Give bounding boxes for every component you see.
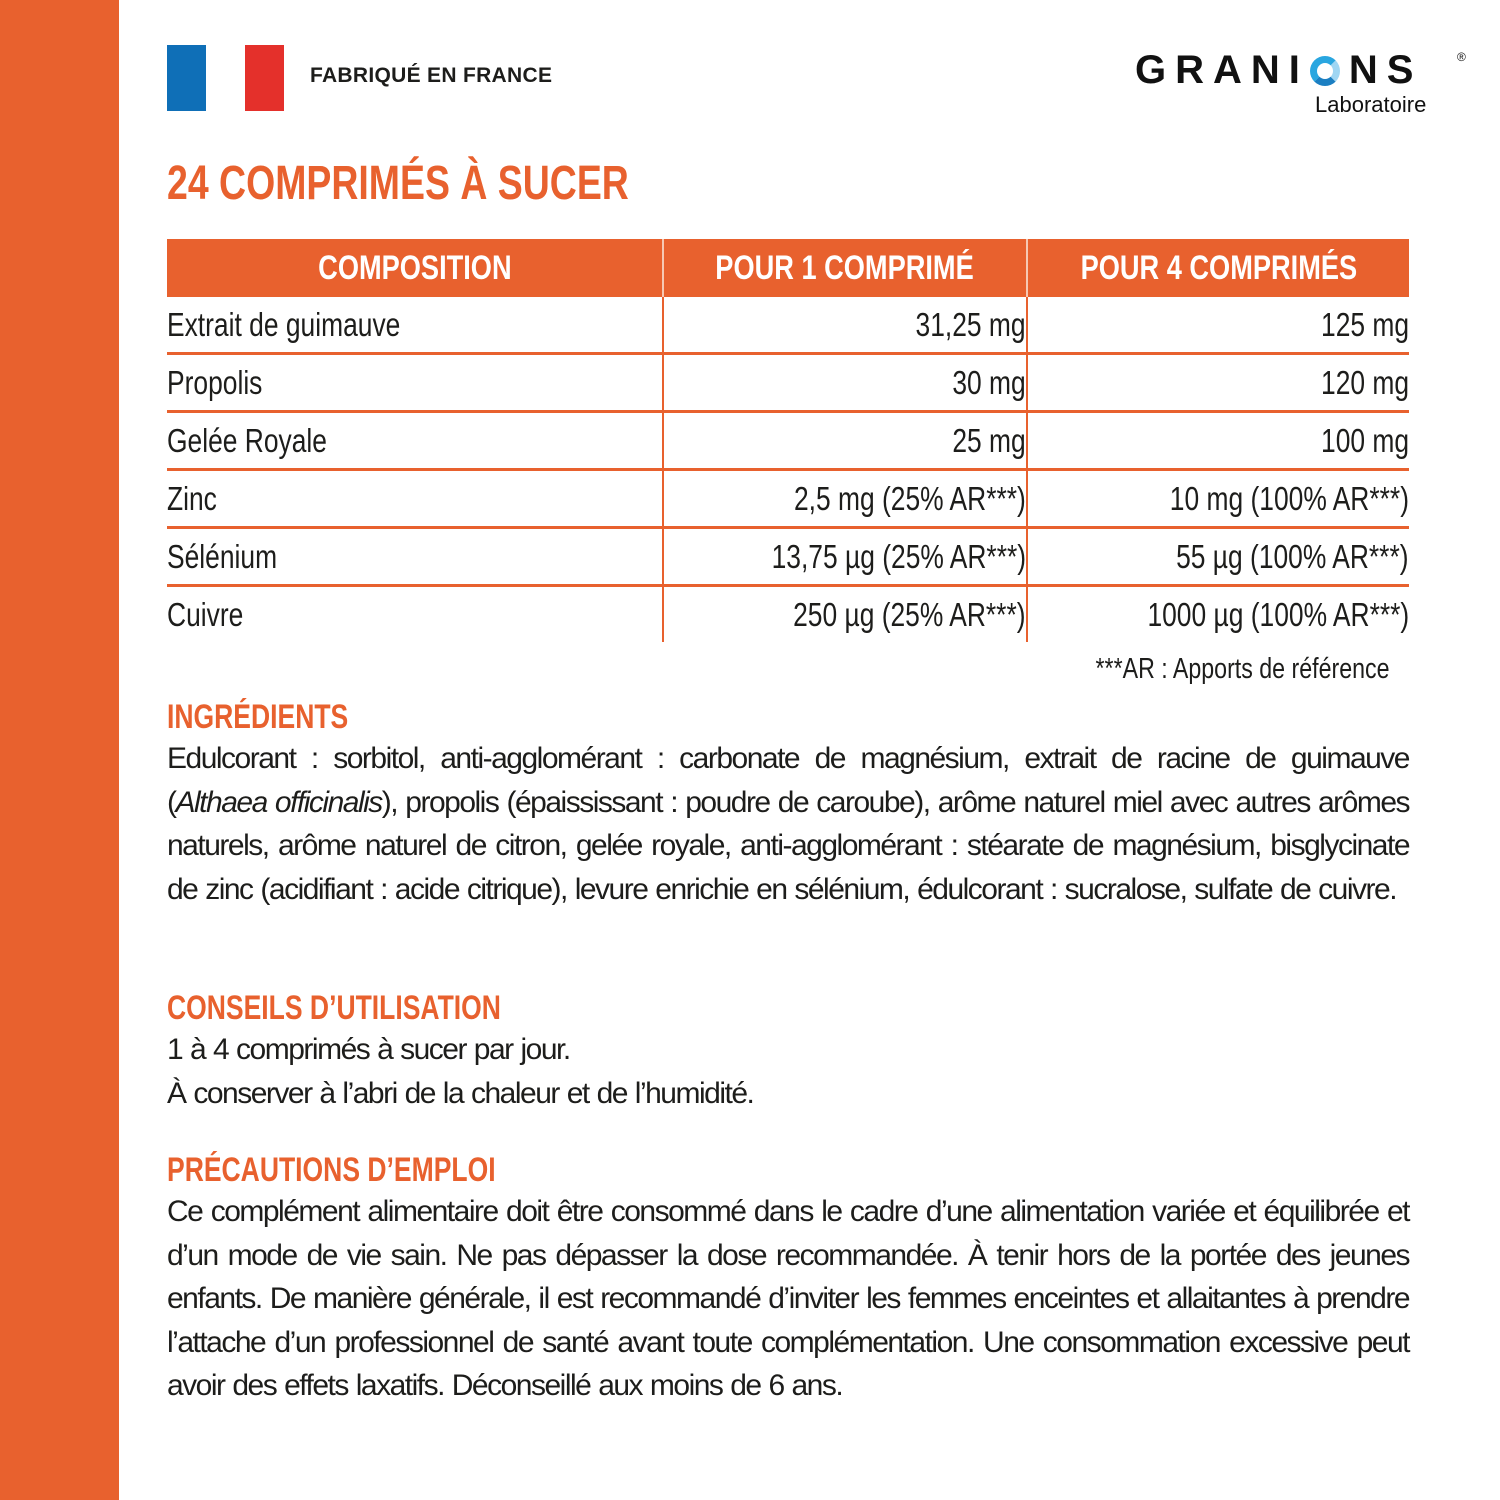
cell-per4: 10 mg (100% AR***) (1027, 470, 1409, 528)
logo-ring-icon (1310, 56, 1340, 86)
page-title: 24 COMPRIMÉS À SUCER (167, 157, 629, 210)
composition-table (167, 239, 1409, 642)
cell-per1: 250 µg (25% AR***) (663, 586, 1027, 643)
cell-name: Extrait de guimauve (167, 297, 663, 354)
cell-per4: 125 mg (1027, 297, 1409, 354)
usage-section (167, 988, 1409, 1115)
cell-name: Gelée Royale (167, 412, 663, 470)
latin-name: Althaea officinalis (175, 785, 382, 819)
cell-per1: 31,25 mg (663, 297, 1027, 354)
ingredients-section (167, 697, 1409, 911)
usage-heading: CONSEILS D’UTILISATION (167, 989, 501, 1027)
logo-text-left: GRANI (1135, 48, 1309, 92)
cell-per1: 25 mg (663, 412, 1027, 470)
precautions-section (167, 1150, 1409, 1408)
table-row (167, 297, 1409, 354)
cell-per1: 30 mg (663, 354, 1027, 412)
table-header-row (167, 239, 1409, 297)
usage-line: 1 à 4 comprimés à sucer par jour. (167, 1033, 570, 1066)
cell-name: Sélénium (167, 528, 663, 586)
table-footnote: ***AR : Apports de référence (1095, 653, 1390, 685)
header-per-4: POUR 4 COMPRIMÉS (1027, 239, 1409, 297)
cell-per4: 1000 µg (100% AR***) (1147, 595, 1409, 633)
side-color-bar (0, 0, 119, 1500)
cell-per4: 120 mg (1027, 354, 1409, 412)
header-per-1: POUR 1 COMPRIMÉ (663, 239, 1027, 297)
cell-per1: 13,75 µg (25% AR***) (663, 528, 1027, 586)
table-row (167, 412, 1409, 470)
cell-per4: 100 mg (1027, 412, 1409, 470)
french-flag-icon (167, 45, 287, 111)
granions-logo (1135, 48, 1475, 128)
precautions-text: Ce complément alimentaire doit être consommé dans le cadre d’une alimentation variée et équilibrée et d’un mode de vie sain. Ne pas dépasser la dose recommandée. À tenir hors de la portée des jeunes enfants. De manière générale, il est recommandé d’inviter les femmes enceintes et allaitantes à prendre l’attache d’un professionnel de santé avant toute complémentation. Une consommation excessive peut avoir des effets laxatifs. Déconseillé aux moins de 6 ans. (167, 1195, 1409, 1402)
logo-text-right: NS (1348, 48, 1423, 92)
flag-blue-stripe (167, 45, 206, 111)
table-row (167, 354, 1409, 412)
header-composition: COMPOSITION (167, 239, 663, 297)
table-row (167, 586, 1409, 643)
ingredients-heading: INGRÉDIENTS (167, 698, 349, 736)
logo-subtitle: Laboratoire (1315, 92, 1427, 117)
logo-wordmark (1135, 48, 1422, 93)
cell-per1: 2,5 mg (25% AR***) (663, 470, 1027, 528)
cell-name: Cuivre (167, 586, 663, 643)
precautions-heading: PRÉCAUTIONS D’EMPLOI (167, 1151, 496, 1189)
cell-per4: 55 µg (100% AR***) (1027, 528, 1409, 586)
table-row (167, 528, 1409, 586)
usage-line: À conserver à l’abri de la chaleur et de l’humidité. (167, 1076, 754, 1110)
ingredients-text: Edulcorant : sorbitol, anti-agglomérant : carbonate de magnésium, extrait de racine de guimauve (Althaea officinalis), propolis (épaississant : poudre de caroube), arôme naturel miel avec autres arômes naturels, arôme naturel de citron, gelée royale, anti-agglomérant : stéarate de magnésium, bisglycinate de zinc (acidifiant : acide citrique), levure enrichie en sélénium, édulcorant : sucralose, sulfate de cuivre. (167, 742, 1410, 906)
made-in-france-label: FABRIQUÉ EN FRANCE (310, 64, 553, 87)
cell-name: Propolis (167, 354, 663, 412)
table-row (167, 470, 1409, 528)
flag-red-stripe (245, 45, 284, 111)
registered-mark: ® (1457, 50, 1466, 64)
cell-name: Zinc (167, 470, 663, 528)
